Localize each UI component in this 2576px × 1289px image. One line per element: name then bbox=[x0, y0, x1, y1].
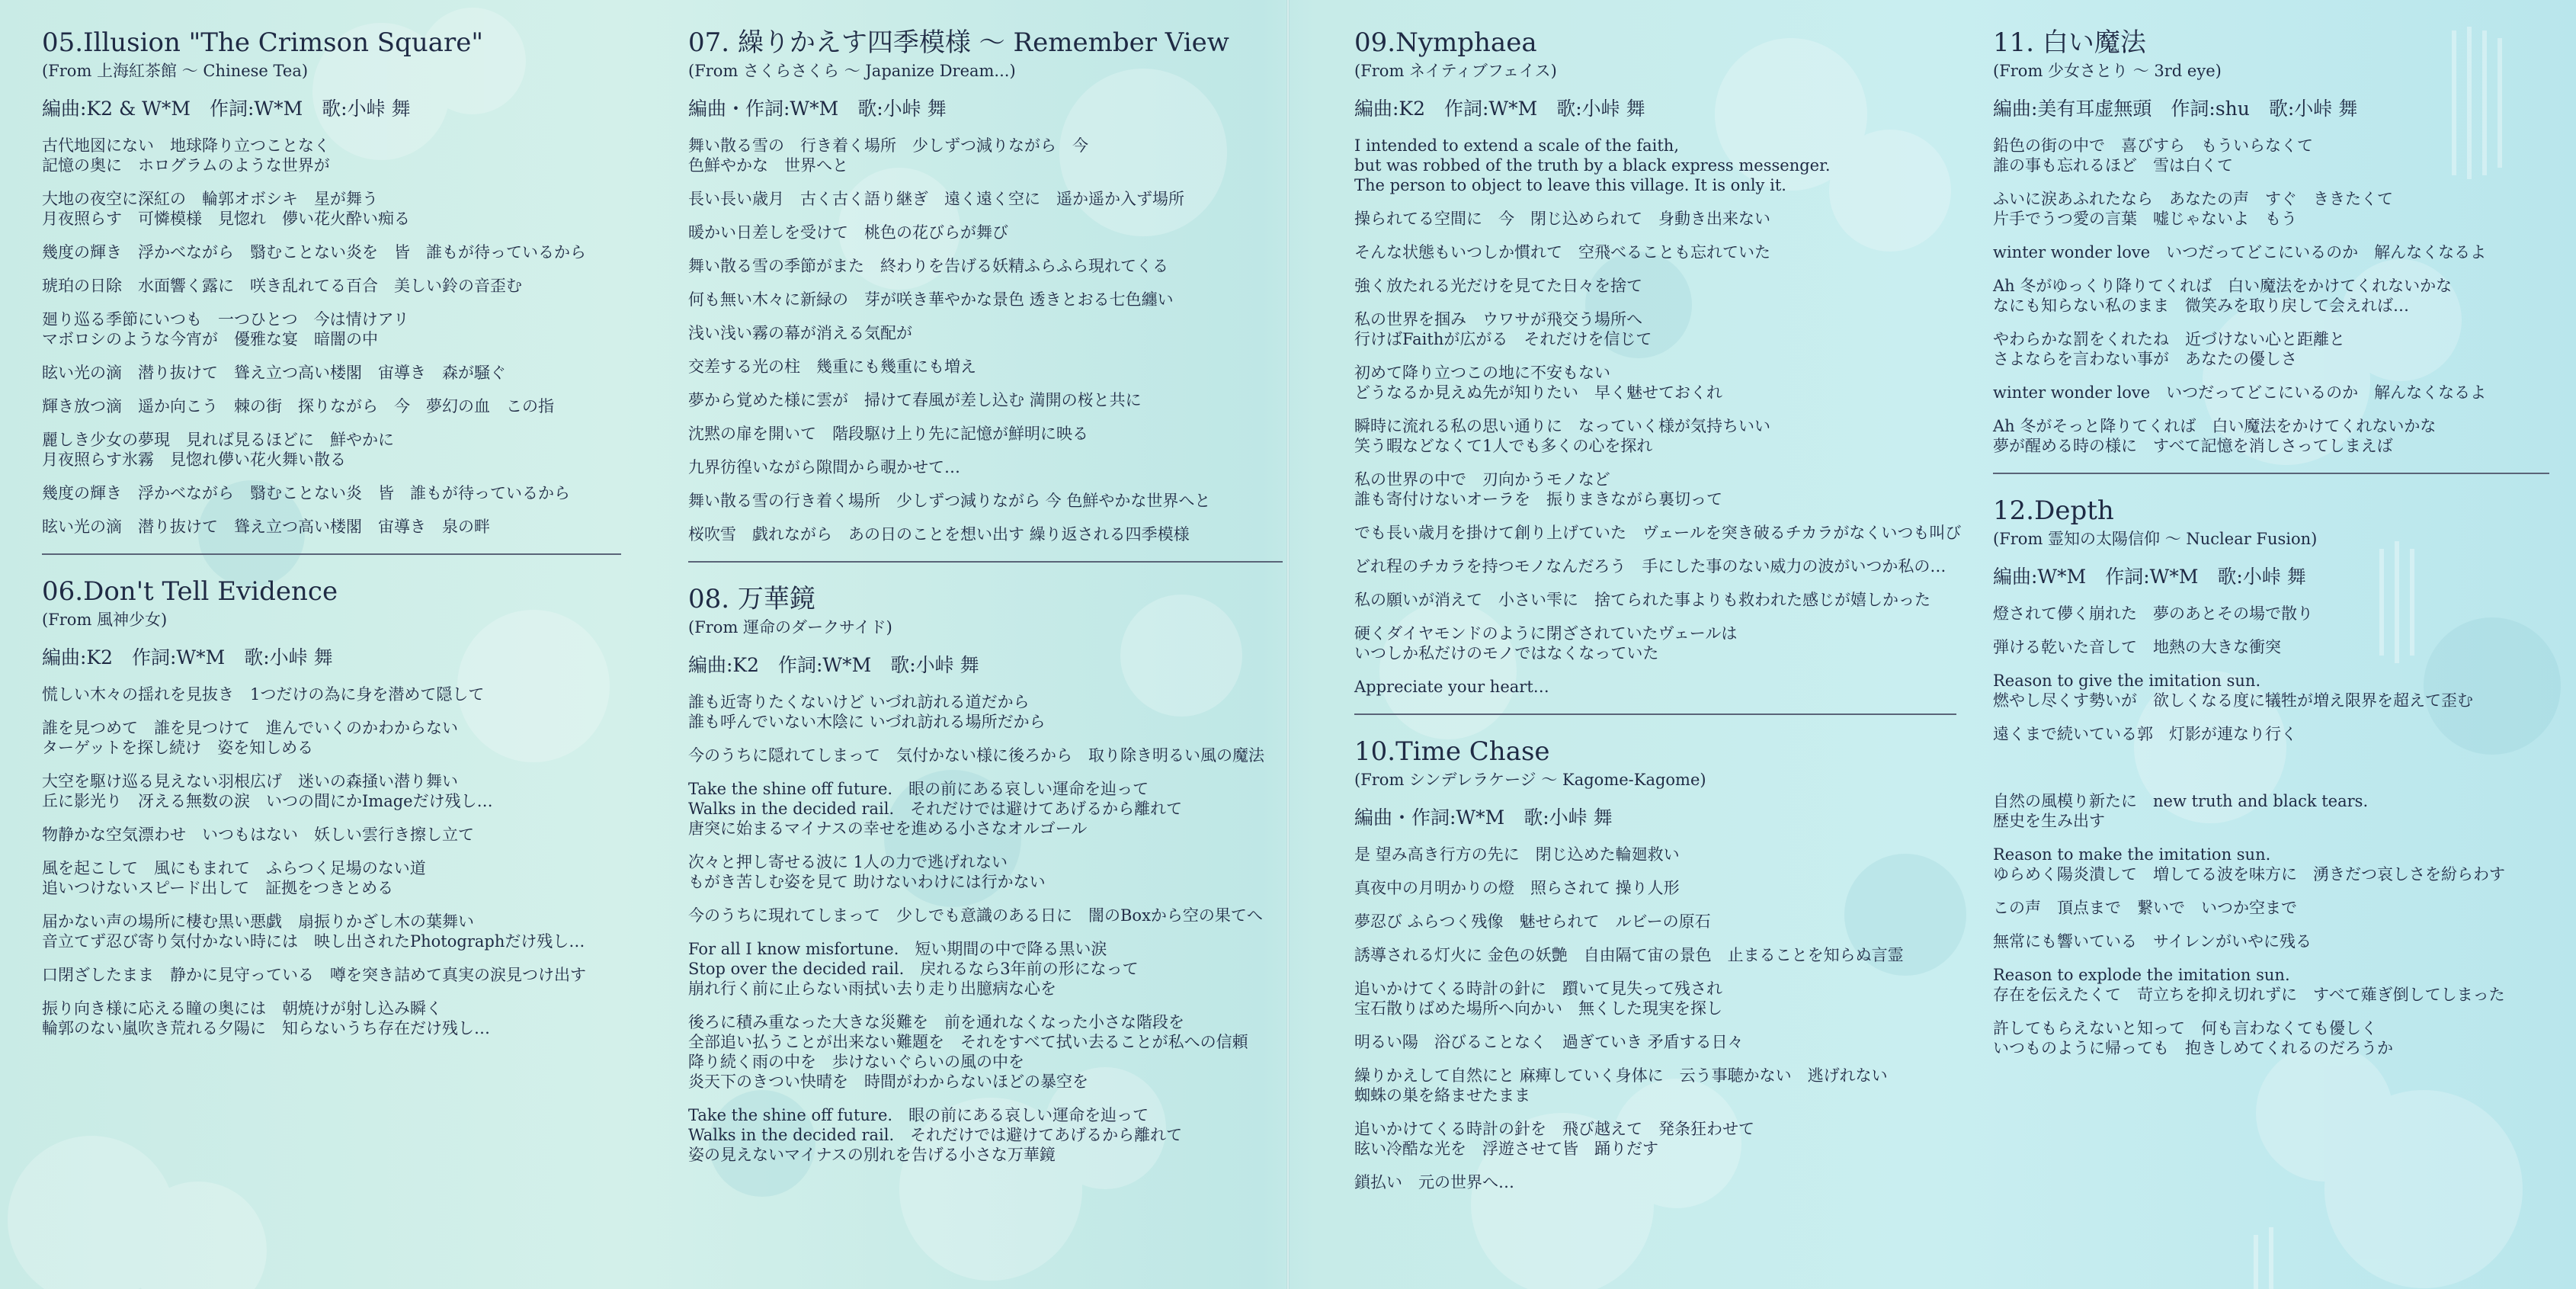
lyric-stanza bbox=[42, 718, 621, 758]
lyric-line: 今のうちに隠れてしまって 気付かない様に後ろから 取り除き明るい風の魔法 bbox=[688, 746, 1264, 765]
lyric-line: 鉛色の街の中で 喜びすら もういらなくて bbox=[1993, 136, 2313, 155]
lyric-stanza bbox=[42, 483, 621, 503]
lyric-line: 私の願いが消えて 小さい雫に 捨てられた事よりも救われた感じが嬉しかった bbox=[1354, 591, 1930, 609]
lyric-line: 大空を駆け巡る見えない羽根広げ 迷いの森掻い潜り舞い bbox=[42, 772, 458, 790]
song-section bbox=[1354, 27, 1962, 715]
lyric-stanza bbox=[1354, 136, 1956, 195]
lyric-stanza bbox=[1354, 1032, 1956, 1052]
lyric-stanza bbox=[688, 692, 1283, 732]
lyric-line: 降り続く雨の中を 歩けないぐらいの風の中を bbox=[688, 1053, 1024, 1071]
lyric-line: 輪郭のない嵐吹き荒れる夕陽に 知らないうち存在だけ残し… bbox=[42, 1019, 490, 1037]
lyric-line: ターゲットを探し続け 姿を知しめる bbox=[42, 739, 314, 757]
lyric-line: The person to object to leave this village. It is only it. bbox=[1354, 176, 1786, 194]
lyric-line: 誰も寄付けないオーラを 振りまきながら裏切って bbox=[1354, 490, 1722, 508]
song-title: 12.Depth bbox=[1993, 495, 2114, 526]
section-divider bbox=[1993, 473, 2549, 474]
lyric-line: winter wonder love いつだってどこにいるのか 解んなくなるよ bbox=[1993, 383, 2487, 402]
lyric-line: 笑う暇などなくて1人でも多くの心を探れ bbox=[1354, 437, 1653, 455]
lyric-line: 慌しい木々の揺れを見抜き 1つだけの為に身を潜めて隠して bbox=[42, 685, 485, 704]
lyric-line: 振り向き様に応える瞳の奥には 朝焼けが射し込み瞬く bbox=[42, 999, 442, 1018]
lyric-stanza bbox=[688, 290, 1283, 309]
lyric-stanza bbox=[1993, 276, 2549, 316]
lyric-line: 許してもらえないと知って 何も言わなくても優しく bbox=[1993, 1019, 2377, 1037]
lyric-line: どうなるか見えぬ先が知りたい 早く魅せておくれ bbox=[1354, 383, 1722, 402]
lyric-stanza bbox=[1354, 912, 1956, 931]
lyric-line: Appreciate your heart… bbox=[1354, 678, 1549, 696]
lyric-line: 瞬時に流れる私の思い通りに なっていく様が気持ちいい bbox=[1354, 417, 1770, 435]
lyric-line: 九界彷徨いながら隙間から覗かせて… bbox=[688, 458, 960, 476]
song-section bbox=[1354, 736, 1956, 1192]
lyric-stanza bbox=[42, 517, 621, 537]
song-title: 06.Don't Tell Evidence bbox=[42, 576, 338, 607]
section-divider bbox=[42, 553, 621, 555]
lyric-line: For all I know misfortune. 短い期間の中で降る黒い涙 bbox=[688, 940, 1107, 958]
song-credits: 編曲:K2 & W*M 作詞:W*M 歌:小峠 舞 bbox=[42, 98, 411, 120]
lyric-stanza bbox=[42, 858, 621, 898]
lyric-line: winter wonder love いつだってどこにいるのか 解んなくなるよ bbox=[1993, 243, 2487, 261]
lyric-line: but was robbed of the truth by a black express messenger. bbox=[1354, 156, 1831, 175]
lyric-stanza bbox=[688, 939, 1283, 999]
lyric-line: さよならを言わない事が あなたの優しさ bbox=[1993, 350, 2297, 368]
lyric-line: 物静かな空気漂わせ いつもはない 妖しい雲行き擦し立て bbox=[42, 826, 474, 844]
lyric-line: 遠くまで続いている郭 灯影が連なり行く bbox=[1993, 725, 2297, 743]
lyric-stanza bbox=[1993, 242, 2549, 262]
song-title: 07. 繰りかえす四季模様 ～ Remember View bbox=[688, 27, 1229, 58]
lyric-line: Walks in the decided rail. それだけでは避けてあげるから離れて bbox=[688, 800, 1183, 818]
lyric-stanza bbox=[42, 912, 621, 951]
lyric-stanza bbox=[1993, 791, 2549, 831]
lyric-line: Stop over the decided rail. 戻れるなら3年前の形になって bbox=[688, 960, 1139, 978]
lyric-stanza bbox=[1354, 1172, 1956, 1192]
lyric-stanza bbox=[688, 323, 1283, 343]
lyric-line: 夢が醒める時の様に すべて記憶を消しさってしまえば bbox=[1993, 437, 2393, 455]
lyric-line: 口閉ざしたまま 静かに見守っている 噂を突き詰めて真実の涙見つけ出す bbox=[42, 966, 586, 984]
lyric-line: Ah 冬がそっと降りてくれば 白い魔法をかけてくれないかな bbox=[1993, 417, 2437, 435]
lyric-line: 月夜照らす 可憐模様 見惚れ 儚い花火酔い痴る bbox=[42, 210, 410, 228]
lyric-stanza bbox=[1993, 1018, 2549, 1058]
lyric-line: やわらかな罰をくれたね 近づけない心と距離と bbox=[1993, 330, 2345, 348]
lyric-stanza bbox=[1993, 845, 2549, 884]
column-2 bbox=[688, 27, 1283, 1178]
lyric-stanza bbox=[1993, 724, 2549, 744]
lyric-line: 繰りかえして自然にと 麻痺していく身体に 云う事聴かない 逃げれない bbox=[1354, 1066, 1888, 1085]
lyric-line: 燃やし尽くす勢いが 欲しくなる度に犠牲が増え限界を超えて歪む bbox=[1993, 691, 2473, 710]
lyric-line: 音立てず忍び寄り気付かない時には 映し出されたPhotographだけ残し… bbox=[42, 932, 585, 951]
lyric-line bbox=[1993, 758, 2549, 778]
song-source: (From ネイティブフェイス) bbox=[1354, 62, 1557, 80]
lyric-stanza bbox=[1354, 845, 1956, 864]
lyric-stanza bbox=[1993, 189, 2549, 229]
lyric-stanza bbox=[1354, 590, 1956, 610]
lyric-stanza bbox=[1354, 945, 1956, 965]
lyric-line: Take the shine off future. 眼の前にある哀しい運命を辿って bbox=[688, 780, 1149, 798]
lyric-stanza bbox=[1993, 931, 2549, 951]
song-source: (From シンデレラケージ ～ Kagome-Kagome) bbox=[1354, 771, 1706, 789]
song-credits: 編曲:K2 作詞:W*M 歌:小峠 舞 bbox=[1354, 98, 1645, 120]
lyric-line: 私の世界を掴み ウワサが飛交う場所へ bbox=[1354, 310, 1642, 329]
section-divider bbox=[688, 561, 1283, 563]
lyric-line: でも長い歳月を掛けて創り上げていた ヴェールを突き破るチカラがなくいつも叫び bbox=[1354, 524, 1962, 542]
lyric-stanza bbox=[1993, 898, 2549, 918]
song-section bbox=[1993, 495, 2549, 1058]
lyric-line: 色鮮やかな 世界へと bbox=[688, 156, 848, 175]
lyric-stanza bbox=[688, 524, 1283, 544]
lyric-line: 交差する光の柱 幾重にも幾重にも増え bbox=[688, 358, 976, 376]
page-fold-divider bbox=[1286, 0, 1290, 1289]
lyric-line: 蜘蛛の巣を絡ませたまま bbox=[1354, 1086, 1530, 1105]
lyric-line: 弾ける乾いた音して 地熱の大きな衝突 bbox=[1993, 638, 2281, 656]
lyric-line: 自然の風模り新たに new truth and black tears. bbox=[1993, 792, 2369, 810]
song-title: 05.Illusion "The Crimson Square" bbox=[42, 27, 484, 58]
lyric-line: Reason to make the imitation sun. bbox=[1993, 845, 2271, 864]
column-3 bbox=[1354, 27, 1962, 1206]
song-section bbox=[688, 27, 1283, 563]
lyric-line: 私の世界の中で 刃向かうモノなど bbox=[1354, 470, 1610, 489]
lyric-stanza bbox=[1354, 624, 1956, 663]
lyric-stanza bbox=[688, 746, 1283, 765]
song-source: (From 少女さとり ～ 3rd eye) bbox=[1993, 62, 2222, 80]
lyric-stanza bbox=[42, 999, 621, 1038]
lyric-stanza bbox=[42, 685, 621, 704]
lyric-stanza bbox=[1993, 416, 2549, 456]
song-source: (From さくらさくら ～ Japanize Dream...) bbox=[688, 62, 1016, 80]
lyric-line: 追いつけないスピード出して 証拠をつきとめる bbox=[42, 879, 394, 897]
lyric-stanza bbox=[42, 771, 621, 811]
lyric-stanza bbox=[1993, 637, 2549, 657]
song-title: 08. 万華鏡 bbox=[688, 584, 815, 614]
lyric-stanza bbox=[1354, 1119, 1956, 1159]
lyric-stanza bbox=[1354, 309, 1956, 349]
lyric-line: Walks in the decided rail. それだけでは避けてあげるから離れて bbox=[688, 1126, 1183, 1144]
lyric-line: 夢忍び ふらつく残像 魅せられて ルビーの原石 bbox=[1354, 912, 1711, 931]
lyric-stanza bbox=[688, 136, 1283, 175]
lyric-stanza bbox=[42, 430, 621, 470]
lyric-line: なにも知らない私のまま 微笑みを取り戻して会えれば… bbox=[1993, 297, 2409, 315]
lyric-line: 舞い散る雪の行き着く場所 少しずつ減りながら 今 色鮮やかな世界へと bbox=[688, 492, 1211, 510]
lyric-stanza bbox=[1993, 965, 2549, 1005]
lyric-stanza bbox=[1354, 878, 1956, 898]
lyric-line: Reason to give the imitation sun. bbox=[1993, 672, 2261, 690]
lyric-stanza bbox=[1993, 383, 2549, 402]
lyric-line: 浅い浅い霧の幕が消える気配が bbox=[688, 324, 912, 342]
lyric-line: 廻り巡る季節にいつも 一つひとつ 今は情けアリ bbox=[42, 310, 409, 329]
lyric-line: 誰を見つめて 誰を見つけて 進んでいくのかわからない bbox=[42, 719, 458, 737]
lyric-line: 桜吹雪 戯れながら あの日のことを想い出す 繰り返される四季模様 bbox=[688, 525, 1190, 543]
lyric-line: 片手でうつ愛の言葉 嘘じゃないよ もう bbox=[1993, 210, 2297, 228]
lyric-stanza bbox=[42, 363, 621, 383]
song-credits: 編曲:美有耳虚無頭 作詞:shu 歌:小峠 舞 bbox=[1993, 98, 2358, 120]
lyric-line: 舞い散る雪の季節がまた 終わりを告げる妖精ふらふら現れてくる bbox=[688, 257, 1168, 275]
column-1 bbox=[42, 27, 621, 1052]
lyric-stanza bbox=[1354, 276, 1956, 296]
lyric-line: 今のうちに現れてしまって 少しでも意識のある日に 闇のBoxから空の果てへ bbox=[688, 906, 1263, 925]
lyric-line: Reason to explode the imitation sun. bbox=[1993, 966, 2290, 984]
lyric-line: 大地の夜空に深紅の 輪郭オボシキ 星が舞う bbox=[42, 190, 378, 208]
song-source: (From 上海紅茶館 ～ Chinese Tea) bbox=[42, 62, 309, 80]
song-credits: 編曲・作詞:W*M 歌:小峠 舞 bbox=[688, 98, 947, 120]
lyric-stanza bbox=[688, 1105, 1283, 1165]
song-credits: 編曲:K2 作詞:W*M 歌:小峠 舞 bbox=[688, 654, 979, 676]
lyric-line: 夢から覚めた様に雲が 掃けて春風が差し込む 満開の桜と共に bbox=[688, 391, 1142, 409]
lyric-line: 古代地図にない 地球降り立つことなく bbox=[42, 136, 330, 155]
lyric-stanza bbox=[688, 256, 1283, 276]
lyric-stanza bbox=[1354, 242, 1956, 262]
lyric-stanza bbox=[688, 223, 1283, 242]
lyric-stanza bbox=[688, 390, 1283, 410]
lyric-line: 明るい陽 浴びることなく 過ぎていき 矛盾する日々 bbox=[1354, 1033, 1744, 1051]
lyric-line: 記憶の奥に ホログラムのような世界が bbox=[42, 156, 330, 175]
lyric-stanza bbox=[1993, 604, 2549, 624]
song-source: (From 運命のダークサイド) bbox=[688, 618, 892, 636]
lyric-stanza bbox=[1993, 329, 2549, 369]
lyric-stanza bbox=[1354, 523, 1962, 543]
lyric-line: 幾度の輝き 浮かべながら 翳むことない炎 皆 誰もが待っているから bbox=[42, 484, 570, 502]
lyric-stanza bbox=[1354, 556, 1956, 576]
song-title: 10.Time Chase bbox=[1354, 736, 1550, 767]
lyric-stanza bbox=[688, 189, 1283, 209]
lyric-line: 眩い冷酷な光を 浮遊させて皆 踊りだす bbox=[1354, 1140, 1658, 1158]
column-4 bbox=[1993, 27, 2549, 1072]
lyric-line: 丘に影光り 冴える無数の涙 いつの間にかImageだけ残し… bbox=[42, 792, 493, 810]
lyric-line: I intended to extend a scale of the faith, bbox=[1354, 136, 1680, 155]
lyric-line: 強く放たれる光だけを見てた日々を捨て bbox=[1354, 277, 1642, 295]
lyric-line: 誰も呼んでいない木陰に いづれ訪れる場所だから bbox=[688, 713, 1046, 731]
lyric-stanza bbox=[688, 357, 1283, 377]
lyric-stanza bbox=[42, 965, 621, 985]
lyric-line: いつしか私だけのモノではなくなっていた bbox=[1354, 644, 1659, 662]
lyric-line: 琥珀の日除 水面響く露に 咲き乱れてる百合 美しい鈴の音歪む bbox=[42, 277, 522, 295]
lyric-stanza bbox=[1354, 677, 1956, 697]
lyric-line: 追いかけてくる時計の針を 飛び越えて 発条狂わせて bbox=[1354, 1120, 1754, 1138]
lyric-stanza bbox=[688, 906, 1283, 925]
lyric-stanza bbox=[688, 424, 1283, 444]
song-credits: 編曲:W*M 作詞:W*M 歌:小峠 舞 bbox=[1993, 566, 2306, 588]
lyric-stanza bbox=[1354, 1066, 1956, 1105]
song-title: 09.Nymphaea bbox=[1354, 27, 1537, 58]
lyric-line: 全部追い払うことが出来ない難題を それをすべて拭い去ることが私への信頼 bbox=[688, 1033, 1248, 1051]
lyric-line: 眩い光の滴 潜り抜けて 聳え立つ高い楼閣 宙導き 泉の畔 bbox=[42, 518, 490, 536]
lyric-line: いつものように帰っても 抱きしめてくれるのだろうか bbox=[1993, 1039, 2393, 1057]
song-section bbox=[1993, 27, 2549, 474]
lyric-line: 崩れ行く前に止らない雨拭い去り走り出臆病な心を bbox=[688, 980, 1056, 998]
lyric-stanza bbox=[1993, 671, 2549, 710]
lyric-line: 麗しき少女の夢現 見れば見るほどに 鮮やかに bbox=[42, 431, 394, 449]
song-source: (From 風神少女) bbox=[42, 611, 168, 629]
lyric-line: Ah 冬がゆっくり降りてくれば 白い魔法をかけてくれないかな bbox=[1993, 277, 2453, 295]
lyric-line: 操られてる空間に 今 閉じ込められて 身動き出来ない bbox=[1354, 210, 1770, 228]
lyric-line: 誰も近寄りたくないけど いづれ訪れる道だから bbox=[688, 693, 1030, 711]
lyric-line: 月夜照らす氷霧 見惚れ儚い花火舞い散る bbox=[42, 451, 346, 469]
lyric-stanza bbox=[688, 852, 1283, 892]
lyric-line: 何も無い木々に新緑の 芽が咲き華やかな景色 透きとおる七色纏い bbox=[688, 290, 1174, 309]
lyric-line: 追いかけてくる時計の針に 躓いて見失って残され bbox=[1354, 980, 1722, 998]
song-title: 11. 白い魔法 bbox=[1993, 27, 2146, 58]
song-credits: 編曲・作詞:W*M 歌:小峠 舞 bbox=[1354, 806, 1613, 829]
lyric-line: 炎天下のきつい快晴を 時間がわからないほどの暴空を bbox=[688, 1073, 1088, 1091]
lyric-line: 行けばFaithが広がる それだけを信じて bbox=[1354, 330, 1652, 348]
lyric-stanza bbox=[688, 491, 1283, 511]
lyric-line: 初めて降り立つこの地に不安もない bbox=[1354, 364, 1610, 382]
lyric-stanza bbox=[688, 1012, 1283, 1092]
lyric-line: 風を起こして 風にもまれて ふらつく足場のない道 bbox=[42, 859, 426, 877]
song-source: (From 霊知の太陽信仰 ～ Nuclear Fusion) bbox=[1993, 530, 2318, 548]
lyric-line: 沈黙の扉を開いて 階段駆け上り先に記憶が鮮明に映る bbox=[688, 425, 1088, 443]
lyric-line: 歴史を生み出す bbox=[1993, 812, 2105, 830]
lyric-line: 存在を伝えたくて 苛立ちを抑え切れずに すべて薙ぎ倒してしまった bbox=[1993, 986, 2505, 1004]
lyric-line: そんな状態もいつしか慣れて 空飛べることも忘れていた bbox=[1354, 243, 1770, 261]
section-divider bbox=[1354, 713, 1956, 715]
lyric-line: 眩い光の滴 潜り抜けて 聳え立つ高い楼閣 宙導き 森が騒ぐ bbox=[42, 364, 506, 382]
lyric-line: 鎖払い 元の世界へ… bbox=[1354, 1173, 1514, 1191]
lyric-line: 姿の見えないマイナスの別れを告げる小さな万華鏡 bbox=[688, 1146, 1056, 1164]
song-section bbox=[42, 576, 621, 1038]
lyric-stanza bbox=[42, 825, 621, 845]
lyric-line: マボロシのような今宵が 優雅な宴 暗闇の中 bbox=[42, 330, 378, 348]
lyric-line: 後ろに積み重なった大きな災難を 前を通れなくなった小さな階段を bbox=[688, 1013, 1184, 1031]
lyric-line: ふいに涙あふれたなら あなたの声 すぐ ききたくて bbox=[1993, 190, 2393, 208]
lyric-stanza bbox=[1354, 470, 1956, 509]
song-section bbox=[688, 584, 1283, 1165]
lyric-line: 舞い散る雪の 行き着く場所 少しずつ減りながら 今 bbox=[688, 136, 1088, 155]
lyric-stanza bbox=[1354, 363, 1956, 402]
lyric-stanza bbox=[42, 396, 621, 416]
lyric-line: 輝き放つ滴 遥か向こう 棘の街 探りながら 今 夢幻の血 この指 bbox=[42, 397, 554, 415]
lyric-stanza bbox=[1354, 416, 1956, 456]
lyric-line: 唐突に始まるマイナスの幸せを進める小さなオルゴール bbox=[688, 819, 1088, 838]
lyric-line: 誘導される灯火に 金色の妖艶 自由隔て宙の景色 止まることを知らぬ言霊 bbox=[1354, 946, 1904, 964]
lyric-stanza bbox=[1993, 136, 2549, 175]
lyric-line: ゆらめく陽炎潰して 増してる波を味方に 湧きだつ哀しさを紛らわす bbox=[1993, 865, 2505, 883]
lyric-line: 届かない声の場所に棲む黒い悪戯 扇振りかざし木の葉舞い bbox=[42, 912, 474, 931]
lyric-line: 次々と押し寄せる波に 1人の力で逃げれない bbox=[688, 853, 1008, 871]
lyric-stanza bbox=[42, 309, 621, 349]
lyric-line: 誰の事も忘れるほど 雪は白くて bbox=[1993, 156, 2233, 175]
lyric-stanza bbox=[42, 242, 621, 262]
lyric-line: 燈されて儚く崩れた 夢のあとその場で散り bbox=[1993, 604, 2313, 623]
lyric-stanza bbox=[688, 779, 1283, 838]
lyric-stanza bbox=[1354, 979, 1956, 1018]
lyric-line: 暖かい日差しを受けて 桃色の花びらが舞び bbox=[688, 223, 1008, 242]
lyric-stanza bbox=[42, 189, 621, 229]
song-section bbox=[42, 27, 621, 555]
lyric-line: もがき苦しむ姿を見て 助けないわけには行かない bbox=[688, 873, 1046, 891]
lyric-line: 無常にも響いている サイレンがいやに残る bbox=[1993, 932, 2312, 951]
lyric-line: 真夜中の月明かりの燈 照らされて 操り人形 bbox=[1354, 879, 1680, 897]
lyric-line: この声 頂点まで 繋いで いつか空まで bbox=[1993, 899, 2297, 917]
lyric-stanza bbox=[1993, 758, 2549, 778]
lyric-line: 宝石散りばめた場所へ向かい 無くした現実を探し bbox=[1354, 999, 1722, 1018]
lyric-stanza bbox=[1354, 209, 1956, 229]
song-credits: 編曲:K2 作詞:W*M 歌:小峠 舞 bbox=[42, 646, 333, 669]
lyric-line: 硬くダイヤモンドのように閉ざされていたヴェールは bbox=[1354, 624, 1738, 643]
lyric-line: Take the shine off future. 眼の前にある哀しい運命を辿って bbox=[688, 1106, 1149, 1124]
lyric-line: 是 望み高き行方の先に 閉じ込めた輪廻救い bbox=[1354, 845, 1680, 864]
lyric-line: 長い長い歳月 古く古く語り継ぎ 遠く遠く空に 遥か遥か入ず場所 bbox=[688, 190, 1184, 208]
lyric-stanza bbox=[42, 136, 621, 175]
lyric-line: 幾度の輝き 浮かべながら 翳むことない炎を 皆 誰もが待っているから bbox=[42, 243, 586, 261]
lyric-stanza bbox=[42, 276, 621, 296]
lyric-stanza bbox=[688, 457, 1283, 477]
lyric-line: どれ程のチカラを持つモノなんだろう 手にした事のない威力の波がいつか私の… bbox=[1354, 557, 1946, 576]
